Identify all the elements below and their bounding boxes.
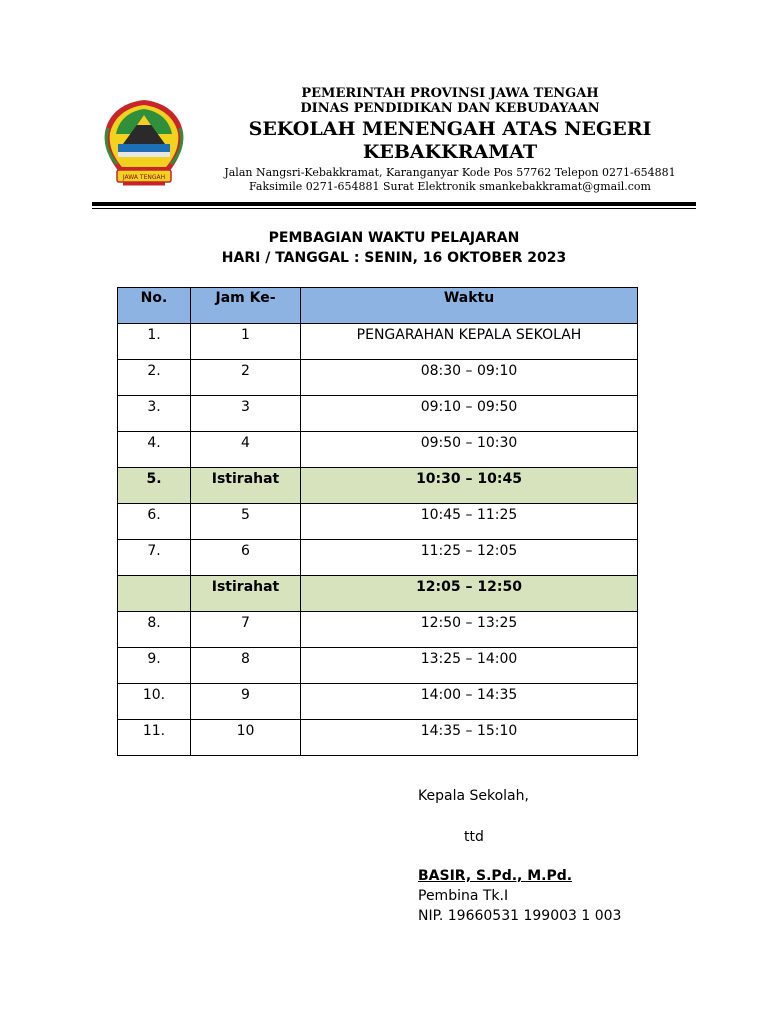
cell-jam: 9 — [191, 684, 301, 720]
cell-jam: 10 — [191, 720, 301, 756]
cell-jam: 8 — [191, 648, 301, 684]
header-no: No. — [118, 288, 191, 324]
cell-waktu: PENGARAHAN KEPALA SEKOLAH — [301, 324, 638, 360]
logo-ribbon-text: JAWA TENGAH — [122, 174, 166, 181]
department-line: DINAS PENDIDIKAN DAN KEBUDAYAAN — [300, 101, 600, 116]
cell-no: 11. — [118, 720, 191, 756]
document-title — [0, 228, 768, 268]
cell-waktu: 13:25 – 14:00 — [301, 648, 638, 684]
table-row — [118, 504, 638, 540]
cell-waktu: 12:50 – 13:25 — [301, 612, 638, 648]
cell-no: 7. — [118, 540, 191, 576]
jawa-tengah-emblem-icon — [103, 98, 185, 190]
table-row — [118, 540, 638, 576]
cell-waktu: 12:05 – 12:50 — [301, 576, 638, 612]
cell-jam: 5 — [191, 504, 301, 540]
signature-ttd: ttd — [464, 829, 484, 845]
cell-no: 9. — [118, 648, 191, 684]
school-address: Jalan Nangsri-Kebakkramat, Karanganyar Kode Pos 57762 Telepon 0271-654881 — [224, 166, 676, 179]
table-row — [118, 432, 638, 468]
cell-waktu: 09:50 – 10:30 — [301, 432, 638, 468]
table-row — [118, 720, 638, 756]
cell-jam: Istirahat — [191, 576, 301, 612]
table-row — [118, 468, 638, 504]
cell-no: 8. — [118, 612, 191, 648]
table-row — [118, 612, 638, 648]
header-jam: Jam Ke- — [191, 288, 301, 324]
cell-no: 3. — [118, 396, 191, 432]
cell-no: 4. — [118, 432, 191, 468]
title-line1: PEMBAGIAN WAKTU PELAJARAN — [268, 230, 520, 246]
title-date-line: HARI / TANGGAL : SENIN, 16 OKTOBER 2023 — [221, 250, 567, 266]
cell-jam: 1 — [191, 324, 301, 360]
table-row — [118, 324, 638, 360]
table-row — [118, 360, 638, 396]
signature-rank: Pembina Tk.I — [418, 888, 509, 904]
cell-jam: 6 — [191, 540, 301, 576]
schedule-table — [117, 287, 638, 756]
table-row — [118, 684, 638, 720]
cell-waktu: 10:45 – 11:25 — [301, 504, 638, 540]
signature-block — [418, 786, 621, 926]
letterhead-rule-thick — [92, 202, 696, 206]
cell-jam: Istirahat — [191, 468, 301, 504]
cell-jam: 4 — [191, 432, 301, 468]
letterhead-text — [200, 86, 700, 194]
table-row — [118, 396, 638, 432]
cell-no: 1. — [118, 324, 191, 360]
table-row — [118, 576, 638, 612]
school-contact: Faksimile 0271-654881 Surat Elektronik smankebakkramat@gmail.com — [249, 180, 651, 193]
cell-waktu: 10:30 – 10:45 — [301, 468, 638, 504]
school-name-line2: KEBAKKRAMAT — [362, 141, 538, 163]
cell-no: 5. — [118, 468, 191, 504]
signature-role: Kepala Sekolah, — [418, 788, 529, 804]
cell-no: 2. — [118, 360, 191, 396]
cell-waktu: 08:30 – 09:10 — [301, 360, 638, 396]
cell-waktu: 09:10 – 09:50 — [301, 396, 638, 432]
letterhead-rule-thin — [92, 208, 696, 209]
cell-no: 6. — [118, 504, 191, 540]
cell-jam: 7 — [191, 612, 301, 648]
province-line: PEMERINTAH PROVINSI JAWA TENGAH — [301, 86, 599, 101]
cell-jam: 3 — [191, 396, 301, 432]
table-body — [118, 324, 638, 756]
table-header-row — [118, 288, 638, 324]
signature-name: BASIR, S.Pd., M.Pd. — [418, 868, 573, 884]
cell-jam: 2 — [191, 360, 301, 396]
cell-waktu: 14:00 – 14:35 — [301, 684, 638, 720]
cell-waktu: 14:35 – 15:10 — [301, 720, 638, 756]
table-row — [118, 648, 638, 684]
header-waktu: Waktu — [301, 288, 638, 324]
signature-nip: NIP. 19660531 199003 1 003 — [418, 908, 622, 924]
cell-no: 10. — [118, 684, 191, 720]
cell-no — [118, 576, 191, 612]
letterhead — [0, 0, 768, 210]
school-name-line1: SEKOLAH MENENGAH ATAS NEGERI — [248, 118, 652, 140]
cell-waktu: 11:25 – 12:05 — [301, 540, 638, 576]
